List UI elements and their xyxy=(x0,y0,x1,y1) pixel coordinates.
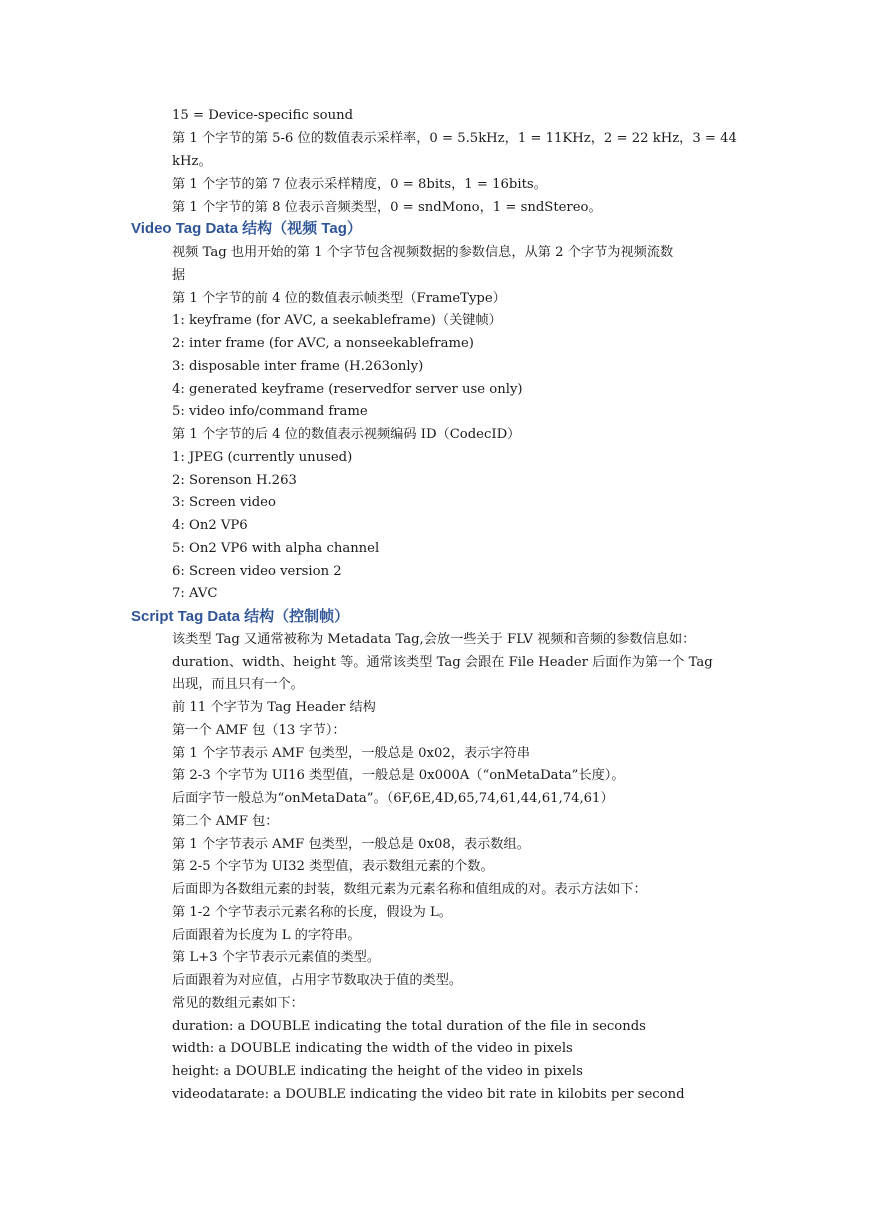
text-line: 第 1 个字节的前 4 位的数值表示帧类型（FrameType） xyxy=(172,291,506,306)
text-line: 6: Screen video version 2 xyxy=(172,564,342,579)
text-line: 第一个 AMF 包（13 字节）： xyxy=(172,723,346,738)
text-line: 第 1 个字节的第 5-6 位的数值表示采样率，0 = 5.5kHz，1 = 11KHz，2 = 22 kHz，3 = 44 xyxy=(172,131,737,146)
section-heading-script-tag: Script Tag Data 结构（控制帧） xyxy=(131,608,350,625)
text-line: 第 1 个字节表示 AMF 包类型，一般总是 0x08，表示数组。 xyxy=(172,837,530,852)
text-line: 第 2-5 个字节为 UI32 类型值，表示数组元素的个数。 xyxy=(172,859,494,874)
text-line: width: a DOUBLE indicating the width of the video in pixels xyxy=(172,1041,573,1056)
section-heading-video-tag: Video Tag Data 结构（视频 Tag） xyxy=(131,220,362,237)
text-line: duration: a DOUBLE indicating the total duration of the file in seconds xyxy=(172,1019,646,1034)
text-line: 第 1-2 个字节表示元素名称的长度，假设为 L。 xyxy=(172,905,452,920)
text-line: height: a DOUBLE indicating the height of the video in pixels xyxy=(172,1064,583,1079)
text-line: duration、width、height 等。通常该类型 Tag 会跟在 File Header 后面作为第一个 Tag xyxy=(172,655,713,670)
text-line: 4: generated keyframe (reservedfor server use only) xyxy=(172,382,523,397)
text-line: 第 1 个字节表示 AMF 包类型，一般总是 0x02，表示字符串 xyxy=(172,746,530,761)
text-line: 第 L+3 个字节表示元素值的类型。 xyxy=(172,950,381,965)
text-line: 2: Sorenson H.263 xyxy=(172,473,297,488)
text-line: 后面跟着为对应值，占用字节数取决于值的类型。 xyxy=(172,973,463,988)
text-line: 后面跟着为长度为 L 的字符串。 xyxy=(172,928,361,943)
text-line: 第 1 个字节的第 8 位表示音频类型，0 = sndMono，1 = sndStereo。 xyxy=(172,200,602,215)
text-line: 15 = Device-specific sound xyxy=(172,108,354,123)
text-line: 第二个 AMF 包： xyxy=(172,814,279,829)
text-line: 后面字节一般总为“onMetaData”。（6F,6E,4D,65,74,61,44,61,74,61） xyxy=(172,791,614,806)
text-line: 1: JPEG (currently unused) xyxy=(172,450,353,465)
text-line: 出现，而且只有一个。 xyxy=(172,677,304,692)
text-line: 常见的数组元素如下： xyxy=(172,996,304,1011)
text-line: 该类型 Tag 又通常被称为 Metadata Tag,会放一些关于 FLV 视频和音频的参数信息如： xyxy=(172,632,696,647)
text-line: 5: video info/command frame xyxy=(172,404,368,419)
text-line: 7: AVC xyxy=(172,586,218,601)
text-line: 第 2-3 个字节为 UI16 类型值，一般总是 0x000A（“onMetaData”长度）。 xyxy=(172,768,625,783)
text-line: kHz。 xyxy=(172,154,212,169)
text-line: 第 1 个字节的后 4 位的数值表示视频编码 ID（CodecID） xyxy=(172,427,521,442)
text-line: 2: inter frame (for AVC, a nonseekableframe) xyxy=(172,336,474,351)
text-line: 1: keyframe (for AVC, a seekableframe)（关键帧） xyxy=(172,313,502,328)
text-line: 视频 Tag 也用开始的第 1 个字节包含视频数据的参数信息，从第 2 个字节为视频流数 xyxy=(172,245,674,260)
text-line: 3: disposable inter frame (H.263only) xyxy=(172,359,424,374)
text-line: 5: On2 VP6 with alpha channel xyxy=(172,541,380,556)
text-line: 前 11 个字节为 Tag Header 结构 xyxy=(172,700,376,715)
text-line: videodatarate: a DOUBLE indicating the video bit rate in kilobits per second xyxy=(172,1087,685,1102)
text-line: 据 xyxy=(172,268,186,283)
text-line: 后面即为各数组元素的封装，数组元素为元素名称和值组成的对。表示方法如下： xyxy=(172,882,647,897)
text-line: 3: Screen video xyxy=(172,495,276,510)
text-line: 4: On2 VP6 xyxy=(172,518,248,533)
text-line: 第 1 个字节的第 7 位表示采样精度，0 = 8bits，1 = 16bits。 xyxy=(172,177,547,192)
